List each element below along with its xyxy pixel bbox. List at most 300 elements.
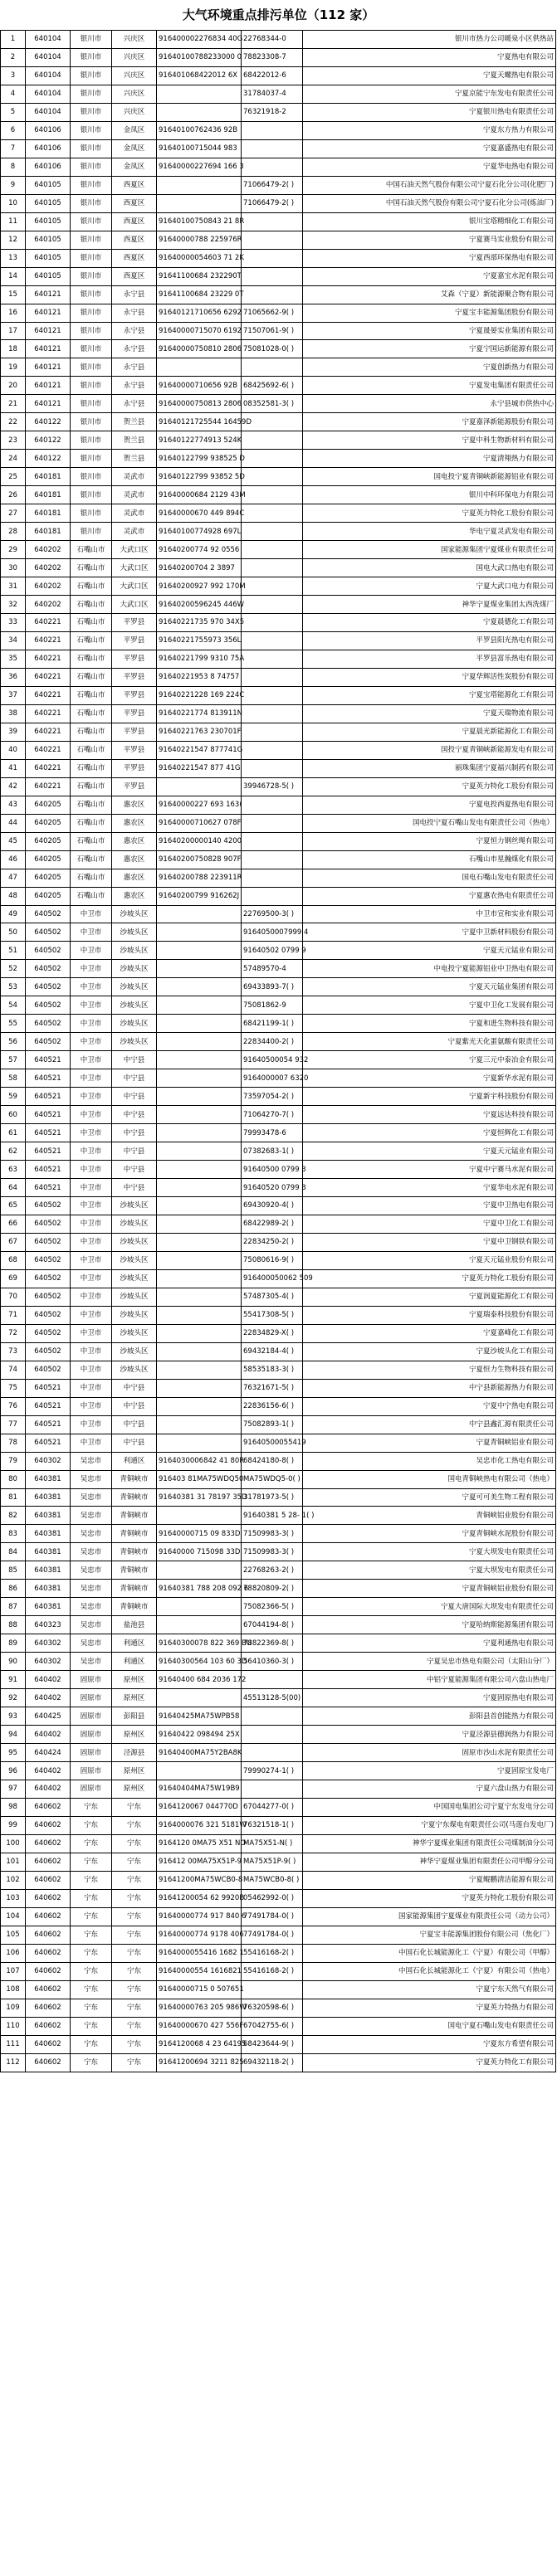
row-index-cell: 100 (1, 1834, 26, 1853)
table-row (1, 1726, 556, 1744)
district-cell: 永宁县 (112, 377, 157, 395)
credit-code-cell (157, 978, 242, 996)
credit-code-cell: 91640000750813 2806 (157, 395, 242, 413)
company-name-cell: 宁夏固原热电有限公司 (303, 1689, 556, 1707)
district-cell: 沙坡头区 (112, 942, 157, 960)
org-code-cell: 79990274-1( ) (242, 1762, 303, 1780)
credit-code-cell (157, 942, 242, 960)
city-cell: 石嘴山市 (71, 832, 112, 850)
credit-code-cell: 9164120 0MA75 X51 NO (157, 1834, 242, 1853)
admin-code-cell: 640121 (26, 304, 71, 322)
admin-code-cell: 640205 (26, 814, 71, 832)
company-name-cell: 神华宁夏煤业集团有限责任公司甲醇分公司 (303, 1853, 556, 1871)
table-row (1, 1598, 556, 1616)
credit-code-cell: 91640221547 877 41G (157, 759, 242, 777)
company-name-cell: 中宁县新能源热力有限公司 (303, 1379, 556, 1397)
district-cell: 平罗县 (112, 741, 157, 759)
city-cell: 中卫市 (71, 1415, 112, 1434)
table-row (1, 905, 556, 923)
district-cell: 沙坡头区 (112, 1269, 157, 1288)
credit-code-cell: 91640121710656 6292 (157, 304, 242, 322)
org-code-cell (242, 212, 303, 231)
district-cell: 中宁县 (112, 1415, 157, 1434)
credit-code-cell: 91640200596245 446W (157, 596, 242, 614)
city-cell: 固原市 (71, 1762, 112, 1780)
city-cell: 中卫市 (71, 996, 112, 1015)
company-name-cell: 宁夏恒力钢丝绳有限公司 (303, 832, 556, 850)
company-name-cell: 宁夏三元中泰冶金有限公司 (303, 1051, 556, 1069)
district-cell: 平罗县 (112, 631, 157, 650)
company-name-cell: 宁夏英力特化工股份有限公司 (303, 777, 556, 796)
district-cell: 金凤区 (112, 158, 157, 176)
pollutant-units-table (0, 30, 556, 2072)
district-cell: 贺兰县 (112, 413, 157, 431)
row-index-cell: 70 (1, 1288, 26, 1306)
district-cell: 大武口区 (112, 541, 157, 559)
district-cell: 平罗县 (112, 668, 157, 686)
admin-code-cell: 640602 (26, 1834, 71, 1853)
admin-code-cell: 640502 (26, 1288, 71, 1306)
credit-code-cell: 91640100788233000 0 (157, 48, 242, 66)
district-cell: 平罗县 (112, 614, 157, 632)
row-index-cell: 88 (1, 1616, 26, 1634)
table-row (1, 631, 556, 650)
admin-code-cell: 640122 (26, 450, 71, 468)
admin-code-cell: 640181 (26, 468, 71, 486)
admin-code-cell: 640104 (26, 48, 71, 66)
admin-code-cell: 640105 (26, 231, 71, 249)
company-name-cell: 宁夏远达科技有限公司 (303, 1106, 556, 1124)
table-row (1, 1106, 556, 1124)
row-index-cell: 97 (1, 1780, 26, 1799)
city-cell: 石嘴山市 (71, 614, 112, 632)
admin-code-cell: 640121 (26, 285, 71, 304)
city-cell: 石嘴山市 (71, 577, 112, 596)
district-cell: 青铜峡市 (112, 1561, 157, 1580)
org-code-cell (242, 650, 303, 668)
admin-code-cell: 640402 (26, 1726, 71, 1744)
credit-code-cell: 91641200054 62 9920B (157, 1889, 242, 1907)
row-index-cell: 49 (1, 905, 26, 923)
credit-code-cell: 91640221763 230701F (157, 723, 242, 741)
district-cell: 青铜峡市 (112, 1598, 157, 1616)
table-row (1, 139, 556, 158)
table-row (1, 413, 556, 431)
credit-code-cell: 91640400 684 2036 172 (157, 1671, 242, 1689)
table-row (1, 704, 556, 723)
company-name-cell: 宁夏固原宝发电厂 (303, 1762, 556, 1780)
org-code-cell (242, 631, 303, 650)
district-cell: 泾源县 (112, 1744, 157, 1762)
row-index-cell: 24 (1, 450, 26, 468)
admin-code-cell: 640122 (26, 431, 71, 450)
city-cell: 石嘴山市 (71, 559, 112, 577)
credit-code-cell (157, 1142, 242, 1161)
table-row (1, 559, 556, 577)
city-cell: 宁东 (71, 1816, 112, 1834)
company-name-cell: 宁夏天元锰业股份有限公司 (303, 1251, 556, 1269)
row-index-cell: 40 (1, 741, 26, 759)
credit-code-cell: 91641100684 23229 0T (157, 285, 242, 304)
credit-code-cell: 91640122799 938525 D (157, 450, 242, 468)
org-code-cell: 68425692-6( ) (242, 377, 303, 395)
company-name-cell: 宁夏青铜峡水泥股份有限公司 (303, 1525, 556, 1543)
city-cell: 宁东 (71, 1798, 112, 1816)
row-index-cell: 56 (1, 1033, 26, 1051)
company-name-cell: 宁夏赛马实业股份有限公司 (303, 231, 556, 249)
row-index-cell: 1 (1, 31, 26, 49)
row-index-cell: 76 (1, 1397, 26, 1415)
table-row (1, 85, 556, 103)
credit-code-cell (157, 777, 242, 796)
city-cell: 银川市 (71, 486, 112, 504)
company-name-cell: 宁夏英力特化工股份有限公司 (303, 504, 556, 523)
org-code-cell (242, 614, 303, 632)
org-code-cell: 71509983-3( ) (242, 1525, 303, 1543)
credit-code-cell: 91640122799 93852 5D (157, 468, 242, 486)
row-index-cell: 29 (1, 541, 26, 559)
row-index-cell: 106 (1, 1944, 26, 1962)
table-row (1, 650, 556, 668)
row-index-cell: 12 (1, 231, 26, 249)
company-name-cell: 宁夏吴忠市热电有限公司（太阳山分厂） (303, 1653, 556, 1671)
admin-code-cell: 640402 (26, 1762, 71, 1780)
company-name-cell: 宁夏大唐国际大坝发电有限责任公司 (303, 1598, 556, 1616)
company-name-cell: 国电投宁夏青铜峡新能源铝业有限公司 (303, 468, 556, 486)
org-code-cell: 22768344-0 (242, 31, 303, 49)
row-index-cell: 98 (1, 1798, 26, 1816)
row-index-cell: 63 (1, 1161, 26, 1179)
credit-code-cell: 9164120067 044770D (157, 1798, 242, 1816)
district-cell: 永宁县 (112, 358, 157, 377)
row-index-cell: 92 (1, 1689, 26, 1707)
credit-code-cell: 916400002276834 40G (157, 31, 242, 49)
row-index-cell: 28 (1, 523, 26, 541)
credit-code-cell: 91641200694 3211 825 (157, 2053, 242, 2072)
credit-code-cell: 91640221774 813911N (157, 704, 242, 723)
org-code-cell (242, 1744, 303, 1762)
row-index-cell: 4 (1, 85, 26, 103)
company-name-cell: 宁夏京能宁东发电有限责任公司 (303, 85, 556, 103)
city-cell: 银川市 (71, 358, 112, 377)
admin-code-cell: 640402 (26, 1689, 71, 1707)
row-index-cell: 91 (1, 1671, 26, 1689)
row-index-cell: 86 (1, 1580, 26, 1598)
city-cell: 吴忠市 (71, 1525, 112, 1543)
company-name-cell: 宁夏中科生物新材料有限公司 (303, 431, 556, 450)
city-cell: 宁东 (71, 1944, 112, 1962)
district-cell: 宁东 (112, 1962, 157, 1980)
admin-code-cell: 640121 (26, 358, 71, 377)
org-code-cell: 75081028-0( ) (242, 340, 303, 358)
table-row (1, 121, 556, 139)
admin-code-cell: 640521 (26, 1397, 71, 1415)
company-name-cell: 宁夏华电水泥有限公司 (303, 1179, 556, 1197)
credit-code-cell: 91640200799 916262J (157, 887, 242, 905)
row-index-cell: 46 (1, 850, 26, 869)
row-index-cell: 53 (1, 978, 26, 996)
admin-code-cell: 640602 (26, 1871, 71, 1889)
city-cell: 中卫市 (71, 1251, 112, 1269)
city-cell: 石嘴山市 (71, 777, 112, 796)
city-cell: 石嘴山市 (71, 631, 112, 650)
city-cell: 银川市 (71, 176, 112, 194)
credit-code-cell (157, 1361, 242, 1379)
table-row (1, 1051, 556, 1069)
row-index-cell: 5 (1, 103, 26, 121)
company-name-cell: 宁夏宁东天然气有限公司 (303, 1980, 556, 1999)
city-cell: 固原市 (71, 1689, 112, 1707)
credit-code-cell: 91640000554 1616821 (157, 1962, 242, 1980)
company-name-cell: 国投宁夏青铜峡新能源发电有限公司 (303, 741, 556, 759)
admin-code-cell: 640104 (26, 103, 71, 121)
table-row (1, 1142, 556, 1161)
org-code-cell: 73597054-2( ) (242, 1088, 303, 1106)
company-name-cell: 宁夏晨德化工有限公司 (303, 614, 556, 632)
org-code-cell: 31781973-5( ) (242, 1488, 303, 1507)
district-cell: 西夏区 (112, 194, 157, 212)
district-cell: 沙坡头区 (112, 1033, 157, 1051)
city-cell: 吴忠市 (71, 1452, 112, 1470)
row-index-cell: 31 (1, 577, 26, 596)
row-index-cell: 20 (1, 377, 26, 395)
table-row (1, 231, 556, 249)
table-row (1, 1853, 556, 1871)
table-row (1, 1780, 556, 1799)
credit-code-cell: 91640300078 822 369 BU (157, 1634, 242, 1653)
table-row (1, 759, 556, 777)
company-name-cell: 宁夏天瑞物流有限公司 (303, 704, 556, 723)
city-cell: 银川市 (71, 340, 112, 358)
company-name-cell: 宁夏鲲鹏清洁能源有限公司 (303, 1871, 556, 1889)
city-cell: 中卫市 (71, 1069, 112, 1088)
city-cell: 银川市 (71, 450, 112, 468)
city-cell: 银川市 (71, 31, 112, 49)
admin-code-cell: 640302 (26, 1653, 71, 1671)
district-cell: 宁东 (112, 1944, 157, 1962)
table-row (1, 322, 556, 340)
credit-code-cell (157, 1051, 242, 1069)
row-index-cell: 2 (1, 48, 26, 66)
credit-code-cell: 916412 00MA75X51P-9 (157, 1853, 242, 1871)
table-row (1, 1251, 556, 1269)
district-cell: 宁东 (112, 1816, 157, 1834)
table-row (1, 486, 556, 504)
district-cell: 兴庆区 (112, 103, 157, 121)
company-name-cell: 中国石油天然气股份有限公司宁夏石化分公司(炼油厂) (303, 194, 556, 212)
row-index-cell: 80 (1, 1470, 26, 1488)
city-cell: 中卫市 (71, 1142, 112, 1161)
company-name-cell: 宁夏润夏能源化工有限公司 (303, 1288, 556, 1306)
district-cell: 原州区 (112, 1689, 157, 1707)
district-cell: 大武口区 (112, 596, 157, 614)
table-row (1, 1415, 556, 1434)
table-row (1, 1889, 556, 1907)
org-code-cell (242, 686, 303, 704)
org-code-cell: 75082893-1( ) (242, 1415, 303, 1434)
table-row (1, 158, 556, 176)
row-index-cell: 85 (1, 1561, 26, 1580)
table-row (1, 1543, 556, 1561)
company-name-cell: 石嘴山市星瀚煤化有限公司 (303, 850, 556, 869)
admin-code-cell: 640221 (26, 704, 71, 723)
row-index-cell: 82 (1, 1507, 26, 1525)
district-cell: 中宁县 (112, 1434, 157, 1452)
credit-code-cell: 91640000715 0 507651 (157, 1980, 242, 1999)
admin-code-cell: 640502 (26, 1342, 71, 1361)
district-cell: 中宁县 (112, 1088, 157, 1106)
org-code-cell: 69432184-4( ) (242, 1342, 303, 1361)
table-row (1, 2035, 556, 2053)
city-cell: 石嘴山市 (71, 704, 112, 723)
org-code-cell: 76321918-2 (242, 103, 303, 121)
row-index-cell: 73 (1, 1342, 26, 1361)
row-index-cell: 41 (1, 759, 26, 777)
admin-code-cell: 640205 (26, 796, 71, 814)
city-cell: 宁东 (71, 1907, 112, 1926)
district-cell: 中宁县 (112, 1124, 157, 1142)
table-row (1, 1397, 556, 1415)
org-code-cell (242, 723, 303, 741)
admin-code-cell: 640502 (26, 960, 71, 978)
district-cell: 沙坡头区 (112, 978, 157, 996)
admin-code-cell: 640602 (26, 1944, 71, 1962)
row-index-cell: 81 (1, 1488, 26, 1507)
credit-code-cell (157, 1124, 242, 1142)
credit-code-cell (157, 1397, 242, 1415)
district-cell: 原州区 (112, 1671, 157, 1689)
credit-code-cell: 91640200927 992 170M (157, 577, 242, 596)
row-index-cell: 59 (1, 1088, 26, 1106)
district-cell: 惠农区 (112, 814, 157, 832)
district-cell: 平罗县 (112, 686, 157, 704)
district-cell: 宁东 (112, 1871, 157, 1889)
credit-code-cell: 916403 81MA75WDQ50 (157, 1470, 242, 1488)
admin-code-cell: 640381 (26, 1580, 71, 1598)
company-name-cell: 宁夏天元锰业集团有限公司 (303, 978, 556, 996)
row-index-cell: 48 (1, 887, 26, 905)
row-index-cell: 42 (1, 777, 26, 796)
row-index-cell: 79 (1, 1452, 26, 1470)
row-index-cell: 77 (1, 1415, 26, 1434)
district-cell: 惠农区 (112, 887, 157, 905)
company-name-cell: 宁夏宝丰能源集团股份有限公司 (303, 304, 556, 322)
table-row (1, 796, 556, 814)
org-code-cell: 78820809-2( ) (242, 1580, 303, 1598)
credit-code-cell (157, 1015, 242, 1033)
district-cell: 沙坡头区 (112, 1288, 157, 1306)
org-code-cell (242, 139, 303, 158)
row-index-cell: 14 (1, 267, 26, 285)
company-name-cell: 宁夏恒力生物科技有限公司 (303, 1361, 556, 1379)
table-row (1, 66, 556, 85)
company-name-cell: 宁夏宁国运新能源有限公司 (303, 340, 556, 358)
city-cell: 银川市 (71, 285, 112, 304)
company-name-cell: 宁夏大坝发电有限责任公司 (303, 1543, 556, 1561)
company-name-cell: 宁夏青铜峡铝业股份有限公司 (303, 1580, 556, 1598)
admin-code-cell: 640381 (26, 1525, 71, 1543)
table-row (1, 741, 556, 759)
admin-code-cell: 640602 (26, 1853, 71, 1871)
table-row (1, 1999, 556, 2017)
district-cell: 原州区 (112, 1762, 157, 1780)
row-index-cell: 96 (1, 1762, 26, 1780)
table-row (1, 1197, 556, 1215)
city-cell: 宁东 (71, 2053, 112, 2072)
city-cell: 中卫市 (71, 1179, 112, 1197)
table-row (1, 1324, 556, 1342)
city-cell: 银川市 (71, 231, 112, 249)
row-index-cell: 36 (1, 668, 26, 686)
company-name-cell: 宁夏东方热力有限公司 (303, 121, 556, 139)
admin-code-cell: 640221 (26, 650, 71, 668)
credit-code-cell (157, 923, 242, 942)
district-cell: 沙坡头区 (112, 1215, 157, 1233)
credit-code-cell: 91640000774 9178 406 (157, 1926, 242, 1944)
city-cell: 石嘴山市 (71, 869, 112, 887)
row-index-cell: 18 (1, 340, 26, 358)
district-cell: 沙坡头区 (112, 1197, 157, 1215)
org-code-cell: 91640502 0799 9 (242, 942, 303, 960)
org-code-cell (242, 1980, 303, 1999)
district-cell: 宁东 (112, 1926, 157, 1944)
credit-code-cell: 91640000710656 92B (157, 377, 242, 395)
row-index-cell: 33 (1, 614, 26, 632)
district-cell: 金凤区 (112, 139, 157, 158)
table-row (1, 832, 556, 850)
admin-code-cell: 640381 (26, 1470, 71, 1488)
company-name-cell: 宁夏创新热力有限公司 (303, 358, 556, 377)
admin-code-cell: 640381 (26, 1507, 71, 1525)
district-cell: 贺兰县 (112, 450, 157, 468)
district-cell: 沙坡头区 (112, 1342, 157, 1361)
city-cell: 石嘴山市 (71, 686, 112, 704)
district-cell: 中宁县 (112, 1069, 157, 1088)
table-row (1, 450, 556, 468)
district-cell: 平罗县 (112, 777, 157, 796)
district-cell: 盐池县 (112, 1616, 157, 1634)
table-row (1, 978, 556, 996)
district-cell: 利通区 (112, 1452, 157, 1470)
table-row (1, 1907, 556, 1926)
city-cell: 宁东 (71, 1980, 112, 1999)
city-cell: 吴忠市 (71, 1507, 112, 1525)
credit-code-cell: 91640000715 09 833D (157, 1525, 242, 1543)
credit-code-cell: 91640221799 9310 75A (157, 650, 242, 668)
admin-code-cell: 640104 (26, 66, 71, 85)
table-row (1, 1434, 556, 1452)
credit-code-cell: 91641200MA75WCB0-8 (157, 1871, 242, 1889)
admin-code-cell: 640202 (26, 559, 71, 577)
city-cell: 石嘴山市 (71, 668, 112, 686)
row-index-cell: 72 (1, 1324, 26, 1342)
city-cell: 银川市 (71, 523, 112, 541)
city-cell: 石嘴山市 (71, 723, 112, 741)
city-cell: 吴忠市 (71, 1488, 112, 1507)
admin-code-cell: 640205 (26, 850, 71, 869)
row-index-cell: 26 (1, 486, 26, 504)
table-row (1, 1580, 556, 1598)
credit-code-cell: 9164000055416 1682 1 (157, 1944, 242, 1962)
admin-code-cell: 640202 (26, 596, 71, 614)
credit-code-cell: 91640000788 225976R (157, 231, 242, 249)
table-row (1, 1015, 556, 1033)
district-cell: 西夏区 (112, 267, 157, 285)
org-code-cell: 69430920-4( ) (242, 1197, 303, 1215)
city-cell: 银川市 (71, 413, 112, 431)
org-code-cell (242, 704, 303, 723)
credit-code-cell: 91640000750810 2806 (157, 340, 242, 358)
